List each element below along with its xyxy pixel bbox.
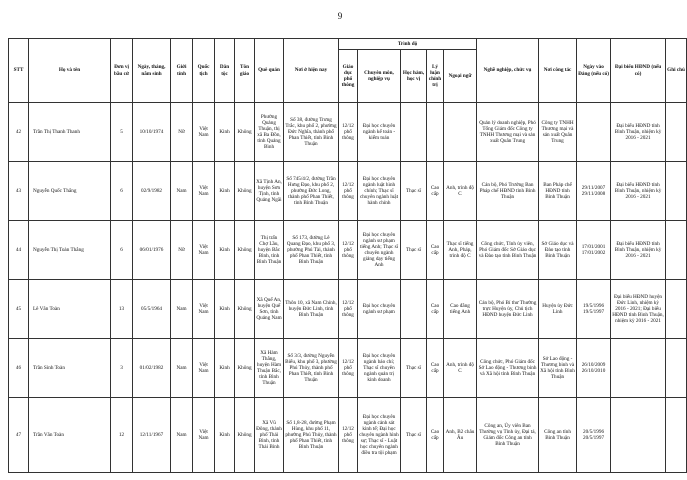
cell-degree: Thạc sĩ [401, 162, 427, 221]
cell-delegate: Đại biểu HĐND tỉnh Bình Thuận, nhiệm kỳ 2016 - 2021 [611, 103, 666, 162]
cell-name: Nguyễn Thị Toàn Thắng [29, 221, 111, 280]
cell-job: Công an, Ủy viên Ban Thường vụ Tỉnh ủy, Đại tá, Giám đốc Công an tỉnh Bình Thuận [477, 398, 539, 473]
cell-politics: Cao cấp [427, 221, 444, 280]
cell-religion: Không [235, 103, 255, 162]
cell-name: Trần Thị Thanh Thanh [29, 103, 111, 162]
cell-major: Đại học chuyên ngành báo chí; Thạc sĩ chuyên ngành quản trị kinh doanh [358, 339, 401, 398]
cell-party-date [577, 103, 611, 162]
cell-stt: 42 [9, 103, 29, 162]
cell-degree: Thạc sĩ [401, 221, 427, 280]
cell-delegate: Đại biểu HĐND huyện Đức Linh, nhiệm kỳ 2016 - 2021; Đại biểu HĐND tỉnh Bình Thuận, nhiệm kỳ 2016 - 2021 [611, 280, 666, 339]
cell-name: Lê Văn Toàn [29, 280, 111, 339]
cell-gender: Nữ [171, 221, 193, 280]
cell-delegate [611, 339, 666, 398]
cell-nationality: Việt Nam [193, 103, 215, 162]
cell-job: Công chức, Phó Giám đốc Sở Lao động - Thương binh và Xã hội tỉnh Bình Thuận [477, 339, 539, 398]
cell-hometown: Phường Quảng Thuận, thị xã Ba Đồn, tỉnh Quảng Bình [255, 103, 284, 162]
cell-nationality: Việt Nam [193, 162, 215, 221]
table-row [9, 398, 687, 473]
cell-stt: 44 [9, 221, 29, 280]
cell-party-date: 19/5/1996 19/5/1997 [577, 280, 611, 339]
cell-politics: Cao cấp [427, 398, 444, 473]
cell-unit: 5 [111, 103, 133, 162]
cell-stt: 43 [9, 162, 29, 221]
cell-party-date: 17/01/2001 17/01/2002 [577, 221, 611, 280]
col-party-date: Ngày vào Đảng (nếu có) [577, 39, 611, 103]
table-body [9, 103, 687, 473]
cell-residence: Thôn 10, xã Nam Chính, huyện Đức Linh, tỉnh Bình Thuận [284, 280, 339, 339]
cell-dob: 12/11/1967 [133, 398, 171, 473]
cell-degree [401, 280, 427, 339]
cell-unit: 3 [111, 339, 133, 398]
candidate-table [8, 38, 687, 473]
cell-major: Đại học chuyên ngành sư phạm [358, 280, 401, 339]
cell-ethnicity: Kinh [215, 103, 235, 162]
cell-language: Anh, B2 châu Âu [444, 398, 477, 473]
cell-party-date: 20/5/1996 20/5/1997 [577, 398, 611, 473]
col-ethnicity: Dân tộc [215, 39, 235, 103]
cell-ethnicity: Kinh [215, 280, 235, 339]
cell-workplace: Ban Pháp chế HĐND tỉnh Bình Thuận [539, 162, 577, 221]
cell-dob: 01/02/1982 [133, 339, 171, 398]
cell-note [666, 280, 687, 339]
cell-hometown: Thị trấn Chợ Lầu, huyện Bắc Bình, tỉnh Bình Thuận [255, 221, 284, 280]
col-major: Chuyên môn, nghiệp vụ [358, 50, 401, 103]
cell-unit: 13 [111, 280, 133, 339]
cell-language: Cao đẳng tiếng Anh [444, 280, 477, 339]
cell-note [666, 398, 687, 473]
cell-gender: Nam [171, 339, 193, 398]
cell-gender: Nữ [171, 103, 193, 162]
cell-name: Nguyễn Quốc Thắng [29, 162, 111, 221]
cell-major: Đại học chuyên ngành sư phạm tiếng Anh; Thạc sĩ chuyên ngành giảng dạy tiếng Anh [358, 221, 401, 280]
table-row [9, 221, 687, 280]
cell-residence: Số 1,8-28, đường Phạm Hùng, khu phố 11, phường Phú Thủy, thành phố Phan Thiết, tỉnh Bình Thuận [284, 398, 339, 473]
cell-nationality: Việt Nam [193, 280, 215, 339]
cell-hometown: Xã Quế An, huyện Quế Sơn, tỉnh Quảng Nam [255, 280, 284, 339]
cell-note [666, 162, 687, 221]
col-name: Họ và tên [29, 39, 111, 103]
col-general-edu: Giáo dục phổ thông [339, 50, 358, 103]
cell-residence: Số 745/4/2, đường Trần Hưng Đạo, khu phố 2, phường Đức Long, thành phố Phan Thiết, tỉnh Bình Thuận [284, 162, 339, 221]
cell-general-edu: 12/12 phổ thông [339, 280, 358, 339]
cell-workplace: Công ty TNHH Thương mại và sản xuất Quân Trung [539, 103, 577, 162]
cell-ethnicity: Kinh [215, 339, 235, 398]
cell-delegate: Đại biểu HĐND tỉnh Bình Thuận, nhiệm kỳ 2016 - 2021 [611, 221, 666, 280]
table-row [9, 162, 687, 221]
col-nationality: Quốc tịch [193, 39, 215, 103]
cell-general-edu: 12/12 phổ thông [339, 398, 358, 473]
cell-major: Đại học chuyên ngành cảnh sát kinh tế; Đại học chuyên ngành hình sự; Thạc sĩ - Luật học chuyên ngành điều tra tội phạm [358, 398, 401, 473]
col-unit: Đơn vị bầu cử [111, 39, 133, 103]
cell-religion: Không [235, 398, 255, 473]
col-workplace: Nơi công tác [539, 39, 577, 103]
cell-party-date: 26/10/2009 26/10/2010 [577, 339, 611, 398]
cell-gender: Nam [171, 280, 193, 339]
cell-residence: Số 173, đường Lê Quang Đạo, khu phố 3, phường Phú Tài, thành phố Phan Thiết, tỉnh Bình Thuận [284, 221, 339, 280]
cell-religion: Không [235, 162, 255, 221]
col-residence: Nơi ở hiện nay [284, 39, 339, 103]
cell-workplace: Công an tỉnh Bình Thuận [539, 398, 577, 473]
cell-stt: 45 [9, 280, 29, 339]
cell-religion: Không [235, 280, 255, 339]
cell-unit: 6 [111, 221, 133, 280]
cell-party-date: 29/11/2007 29/11/2008 [577, 162, 611, 221]
cell-ethnicity: Kinh [215, 162, 235, 221]
cell-job: Cán bộ, Phó Bí thư Thường trực Huyện ủy, Chủ tịch HĐND huyện Đức Linh [477, 280, 539, 339]
cell-job: Cán bộ, Phó Trưởng Ban Pháp chế HĐND tỉnh Bình Thuận [477, 162, 539, 221]
col-religion: Tôn giáo [235, 39, 255, 103]
cell-major: Đại học chuyên ngành kế toán - kiểm toán [358, 103, 401, 162]
cell-workplace: Huyện ủy Đức Linh [539, 280, 577, 339]
cell-note [666, 339, 687, 398]
cell-general-edu: 12/12 phổ thông [339, 162, 358, 221]
cell-gender: Nam [171, 398, 193, 473]
cell-nationality: Việt Nam [193, 398, 215, 473]
cell-hometown: Xã Vũ Đông, thành phố Thái Bình, tỉnh Thái Bình [255, 398, 284, 473]
cell-nationality: Việt Nam [193, 339, 215, 398]
cell-job: Công chức, Tỉnh ủy viên, Phó Giám đốc Sở Giáo dục và Đào tạo tỉnh Bình Thuận [477, 221, 539, 280]
page-number: 9 [337, 11, 343, 21]
table-row [9, 280, 687, 339]
cell-language: Anh, trình độ C [444, 339, 477, 398]
cell-religion: Không [235, 221, 255, 280]
cell-ethnicity: Kinh [215, 221, 235, 280]
cell-delegate [611, 398, 666, 473]
table-row [9, 103, 687, 162]
cell-name: Trần Sinh Toàn [29, 339, 111, 398]
cell-dob: 05/5/1964 [133, 280, 171, 339]
col-language: Ngoại ngữ [444, 50, 477, 103]
cell-language [444, 103, 477, 162]
cell-general-edu: 12/12 phổ thông [339, 103, 358, 162]
cell-residence: Số 3/3, đường Nguyễn Biểu, khu phố 3, phường Phú Thủy, thành phố Phan Thiết, tỉnh Bình Thuận [284, 339, 339, 398]
cell-language: Thạc sĩ tiếng Anh, Pháp, trình độ C [444, 221, 477, 280]
col-degree: Học hàm, học vị [401, 50, 427, 103]
cell-degree [401, 103, 427, 162]
cell-nationality: Việt Nam [193, 221, 215, 280]
cell-delegate: Đại biểu HĐND tỉnh Bình Thuận, nhiệm kỳ 2016 - 2021 [611, 162, 666, 221]
cell-politics: Cao cấp [427, 162, 444, 221]
cell-hometown: Xã Tịnh An, huyện Sơn Tịnh, tỉnh Quảng Ngãi [255, 162, 284, 221]
cell-general-edu: 12/12 phổ thông [339, 339, 358, 398]
cell-politics: Cao cấp [427, 339, 444, 398]
cell-note [666, 221, 687, 280]
cell-name: Trần Văn Toàn [29, 398, 111, 473]
cell-degree: Thạc sĩ [401, 398, 427, 473]
col-politics: Lý luận chính trị [427, 50, 444, 103]
cell-workplace: Sở Lao động - Thương binh và Xã hội tỉnh Bình Thuận [539, 339, 577, 398]
cell-workplace: Sở Giáo dục và Đào tạo tỉnh Bình Thuận [539, 221, 577, 280]
cell-politics [427, 103, 444, 162]
col-gender: Giới tính [171, 39, 193, 103]
table-row [9, 339, 687, 398]
col-job: Nghề nghiệp, chức vụ [477, 39, 539, 103]
cell-language: Anh, trình độ C [444, 162, 477, 221]
col-education-group: Trình độ [339, 39, 477, 50]
col-delegate: Đại biểu HĐND (nếu có) [611, 39, 666, 103]
cell-dob: 02/9/1982 [133, 162, 171, 221]
cell-general-edu: 12/12 phổ thông [339, 221, 358, 280]
cell-hometown: Xã Hàm Thắng, huyện Hàm Thuận Bắc, tỉnh Bình Thuận [255, 339, 284, 398]
col-stt: STT [9, 39, 29, 103]
cell-religion: Không [235, 339, 255, 398]
cell-unit: 12 [111, 398, 133, 473]
cell-ethnicity: Kinh [215, 398, 235, 473]
cell-dob: 06/01/1976 [133, 221, 171, 280]
cell-major: Đại học chuyên ngành luật hình chính; Thạc sĩ chuyên ngành luật hành chính [358, 162, 401, 221]
cell-stt: 46 [9, 339, 29, 398]
col-note: Ghi chú [666, 39, 687, 103]
cell-gender: Nam [171, 162, 193, 221]
cell-degree: Thạc sĩ [401, 339, 427, 398]
cell-dob: 10/10/1974 [133, 103, 171, 162]
cell-job: Quản lý doanh nghiệp, Phó Tổng Giám đốc Công ty TNHH Thương mại và sản xuất Quân Trung [477, 103, 539, 162]
cell-unit: 6 [111, 162, 133, 221]
cell-stt: 47 [9, 398, 29, 473]
cell-residence: Số 38, đường Trưng Trắc, khu phố 2, phường Đức Nghĩa, thành phố Phan Thiết, tỉnh Bình Thuận [284, 103, 339, 162]
cell-politics: Cao cấp [427, 280, 444, 339]
col-dob: Ngày, tháng, năm sinh [133, 39, 171, 103]
cell-note [666, 103, 687, 162]
col-hometown: Quê quán [255, 39, 284, 103]
